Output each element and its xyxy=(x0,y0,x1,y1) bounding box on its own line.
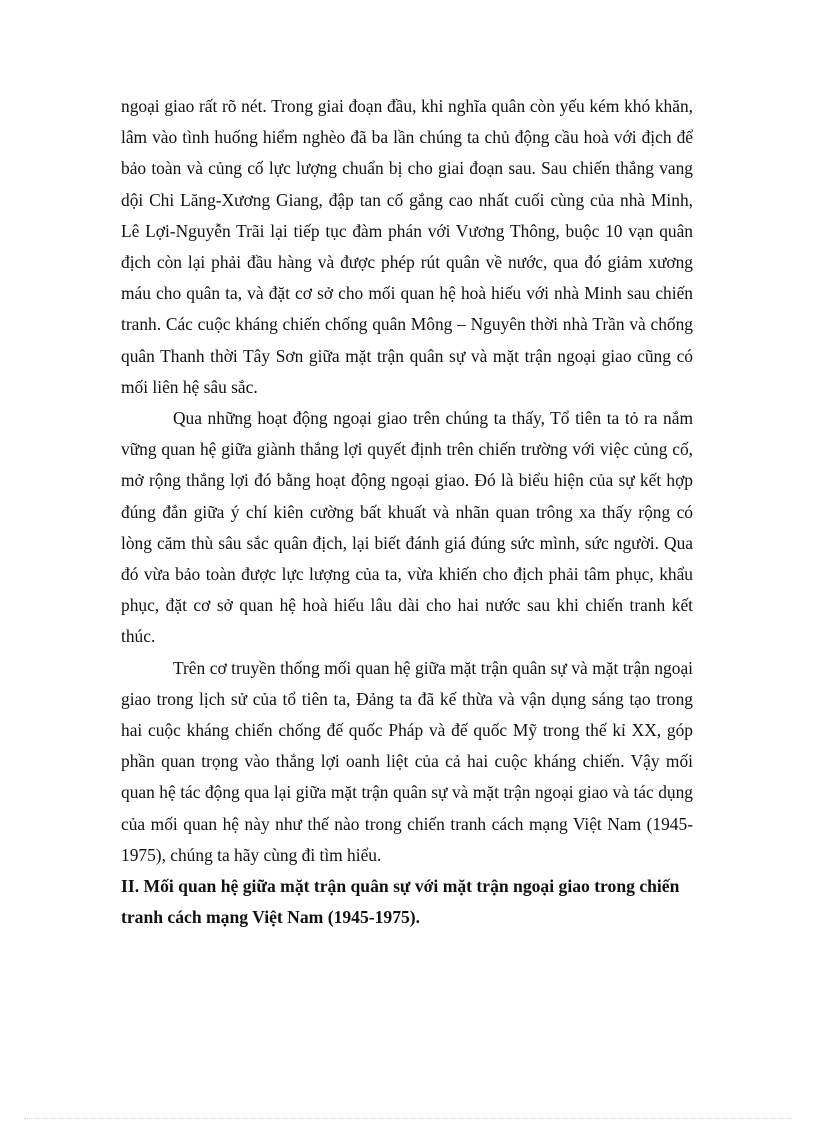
paragraph-ancestors-diplomacy: Qua những hoạt động ngoại giao trên chúng ta thấy, Tổ tiên ta tỏ ra nắm vững quan hệ giữa giành thắng lợi quyết định trên chiến trường với việc củng cố, mở rộng thắng lợi đó bằng hoạt động ngoại giao. Đó là biểu hiện của sự kết hợp đúng đắn giữa ý chí kiên cường bất khuất và nhãn quan trông xa thấy rộng có lòng căm thù sâu sắc quân địch, lại biết đánh giá đúng sức mình, sức người. Qua đó vừa bảo toàn được lực lượng của ta, vừa khiến cho địch phải tâm phục, khẩu phục, đặt cơ sở quan hệ hoà hiếu lâu dài cho hai nước sau khi chiến tranh kết thúc. xyxy=(121,408,693,647)
document-body xyxy=(121,91,693,933)
paragraph-party-legacy: Trên cơ truyền thống mối quan hệ giữa mặt trận quân sự và mặt trận ngoại giao trong lịch sử của tổ tiên ta, Đảng ta đã kế thừa và vận dụng sáng tạo trong hai cuộc kháng chiến chống đế quốc Pháp và đế quốc Mỹ trong thế kỉ XX, góp phần quan trọng vào thắng lợi oanh liệt của cả hai cuộc kháng chiến. Vậy mối quan hệ tác động qua lại giữa mặt trận quân sự và mặt trận ngoại giao và tác dụng của mối quan hệ này như thế nào trong chiến tranh cách mạng Việt Nam (1945-1975), chúng ta hãy cùng đi tìm hiểu. xyxy=(121,657,693,865)
page-bottom-divider xyxy=(24,1118,792,1119)
paragraph-continuation: ngoại giao rất rõ nét. Trong giai đoạn đầu, khi nghĩa quân còn yếu kém khó khăn, lâm vào tình huống hiểm nghèo đã ba lần chúng ta chủ động cầu hoà với địch để bảo toàn và củng cố lực lượng chuẩn bị cho giai đoạn sau. Sau chiến thắng vang dội Chi Lăng-Xương Giang, đập tan cố gắng cao nhất cuối cùng của nhà Minh, Lê Lợi-Nguyễn Trãi lại tiếp tục đàm phán với Vương Thông, buộc 10 vạn quân địch còn lại phải đầu hàng và được phép rút quân về nước, qua đó giảm xương máu cho quân ta, và đặt cơ sở cho mối quan hệ hoà hiếu với nhà Minh sau chiến tranh. Các cuộc kháng chiến chống quân Mông – Nguyên thời nhà Trần và chống quân Thanh thời Tây Sơn giữa mặt trận quân sự và mặt trận ngoại giao cũng có mối liên hệ sâu sắc. xyxy=(121,96,693,397)
section-heading: II. Mối quan hệ giữa mặt trận quân sự với mặt trận ngoại giao trong chiến tranh cách mạng Việt Nam (1945-1975). xyxy=(121,876,680,928)
